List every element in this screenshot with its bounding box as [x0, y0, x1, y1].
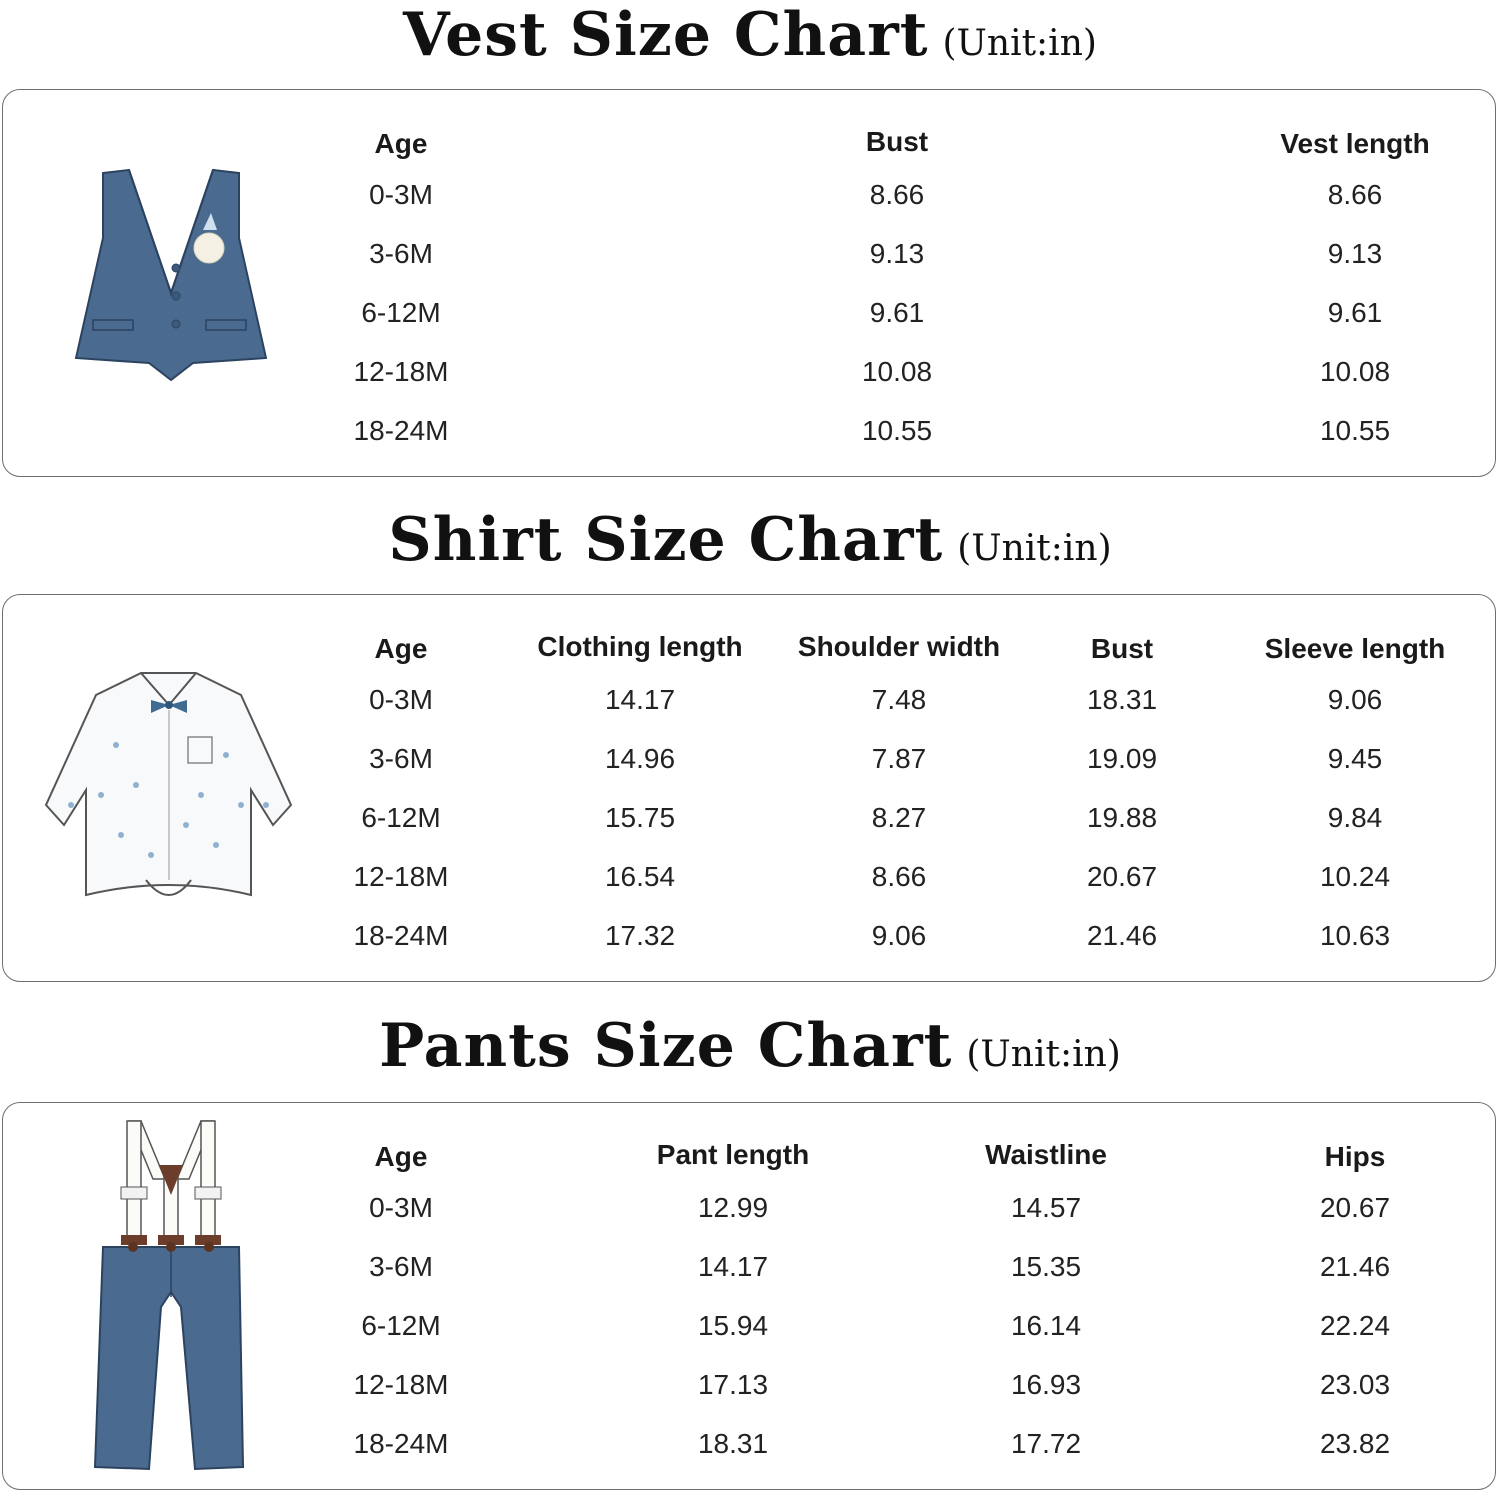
pants-cell: 23.82 — [1319, 1428, 1391, 1459]
pants-title: Pants Size Chart — [379, 1011, 953, 1081]
vest-cell: 10.55 — [861, 415, 933, 446]
shirt-cell: 14.17 — [604, 684, 676, 715]
vest-cell: 9.61 — [1327, 297, 1383, 328]
vest-chart-title — [0, 0, 1500, 70]
vest-cell: 10.08 — [1319, 356, 1391, 387]
vest-cell: 9.13 — [1327, 238, 1383, 269]
pants-header-hips: Hips — [1324, 1141, 1386, 1172]
shirt-cell: 10.63 — [1319, 920, 1391, 951]
vest-title: Vest Size Chart — [403, 0, 929, 70]
pants-cell: 15.35 — [1010, 1251, 1082, 1282]
pants-cell: 21.46 — [1319, 1251, 1391, 1282]
pants-cell: 16.14 — [1010, 1310, 1082, 1341]
vest-cell: 18-24M — [353, 415, 449, 446]
pants-cell: 14.17 — [697, 1251, 769, 1282]
vest-cell: 3-6M — [369, 238, 433, 269]
pants-chart-title — [0, 1011, 1500, 1081]
vest-cell: 12-18M — [353, 356, 449, 387]
shirt-cell: 18.31 — [1086, 684, 1158, 715]
shirt-cell: 7.48 — [871, 684, 927, 715]
pants-cell: 0-3M — [369, 1192, 433, 1223]
vest-header-vest-length: Vest length — [1280, 128, 1430, 159]
vest-illustration — [71, 168, 271, 383]
pants-cell: 18.31 — [697, 1428, 769, 1459]
vest-cell: 0-3M — [369, 179, 433, 210]
pants-cell: 22.24 — [1319, 1310, 1391, 1341]
shirt-cell: 20.67 — [1086, 861, 1158, 892]
shirt-cell: 9.06 — [1327, 684, 1383, 715]
shirt-cell: 9.84 — [1327, 802, 1383, 833]
shirt-cell: 9.45 — [1327, 743, 1383, 774]
pants-cell: 14.57 — [1010, 1192, 1082, 1223]
shirt-cell: 18-24M — [353, 920, 449, 951]
shirt-size-panel — [2, 594, 1496, 982]
vest-header-bust: Bust — [865, 126, 929, 157]
shirt-cell: 19.09 — [1086, 743, 1158, 774]
shirt-cell: 6-12M — [361, 802, 441, 833]
pants-cell: 17.72 — [1010, 1428, 1082, 1459]
shirt-cell: 21.46 — [1086, 920, 1158, 951]
shirt-cell: 17.32 — [604, 920, 676, 951]
shirt-cell: 8.27 — [871, 802, 927, 833]
shirt-header-bust: Bust — [1090, 633, 1154, 664]
shirt-header-shoulder-width: Shoulder width — [797, 631, 1001, 662]
vest-cell: 8.66 — [1327, 179, 1383, 210]
pants-cell: 12-18M — [353, 1369, 449, 1400]
vest-cell: 8.66 — [869, 179, 925, 210]
pants-cell: 6-12M — [361, 1310, 441, 1341]
vest-size-panel — [2, 89, 1496, 477]
shirt-header-sleeve-length: Sleeve length — [1264, 633, 1446, 664]
shirt-unit: (Unit:in) — [957, 528, 1112, 569]
pants-header-waistline: Waistline — [985, 1139, 1107, 1170]
pants-cell: 20.67 — [1319, 1192, 1391, 1223]
shirt-cell: 16.54 — [604, 861, 676, 892]
vest-cell: 10.55 — [1319, 415, 1391, 446]
vest-unit: (Unit:in) — [942, 23, 1097, 64]
vest-header-age: Age — [374, 128, 428, 159]
pants-illustration — [91, 1117, 251, 1479]
vest-cell: 6-12M — [361, 297, 441, 328]
shirt-cell: 14.96 — [604, 743, 676, 774]
shirt-chart-title — [0, 505, 1500, 575]
shirt-cell: 19.88 — [1086, 802, 1158, 833]
shirt-header-clothing-length: Clothing length — [537, 631, 743, 662]
shirt-illustration — [41, 665, 296, 915]
vest-cell: 9.13 — [869, 238, 925, 269]
pants-cell: 18-24M — [353, 1428, 449, 1459]
pants-cell: 17.13 — [697, 1369, 769, 1400]
shirt-cell: 15.75 — [604, 802, 676, 833]
vest-cell: 10.08 — [861, 356, 933, 387]
shirt-cell: 0-3M — [369, 684, 433, 715]
shirt-cell: 9.06 — [871, 920, 927, 951]
shirt-cell: 3-6M — [369, 743, 433, 774]
pants-cell: 3-6M — [369, 1251, 433, 1282]
pants-cell: 23.03 — [1319, 1369, 1391, 1400]
pants-header-age: Age — [374, 1141, 428, 1172]
shirt-cell: 12-18M — [353, 861, 449, 892]
pants-cell: 12.99 — [697, 1192, 769, 1223]
shirt-cell: 7.87 — [871, 743, 927, 774]
pants-unit: (Unit:in) — [966, 1034, 1121, 1075]
pants-size-panel — [2, 1102, 1496, 1490]
pants-cell: 15.94 — [697, 1310, 769, 1341]
shirt-title: Shirt Size Chart — [388, 505, 944, 575]
shirt-cell: 10.24 — [1319, 861, 1391, 892]
pants-cell: 16.93 — [1010, 1369, 1082, 1400]
pants-header-pant-length: Pant length — [656, 1139, 810, 1170]
vest-cell: 9.61 — [869, 297, 925, 328]
shirt-cell: 8.66 — [871, 861, 927, 892]
shirt-header-age: Age — [374, 633, 428, 664]
